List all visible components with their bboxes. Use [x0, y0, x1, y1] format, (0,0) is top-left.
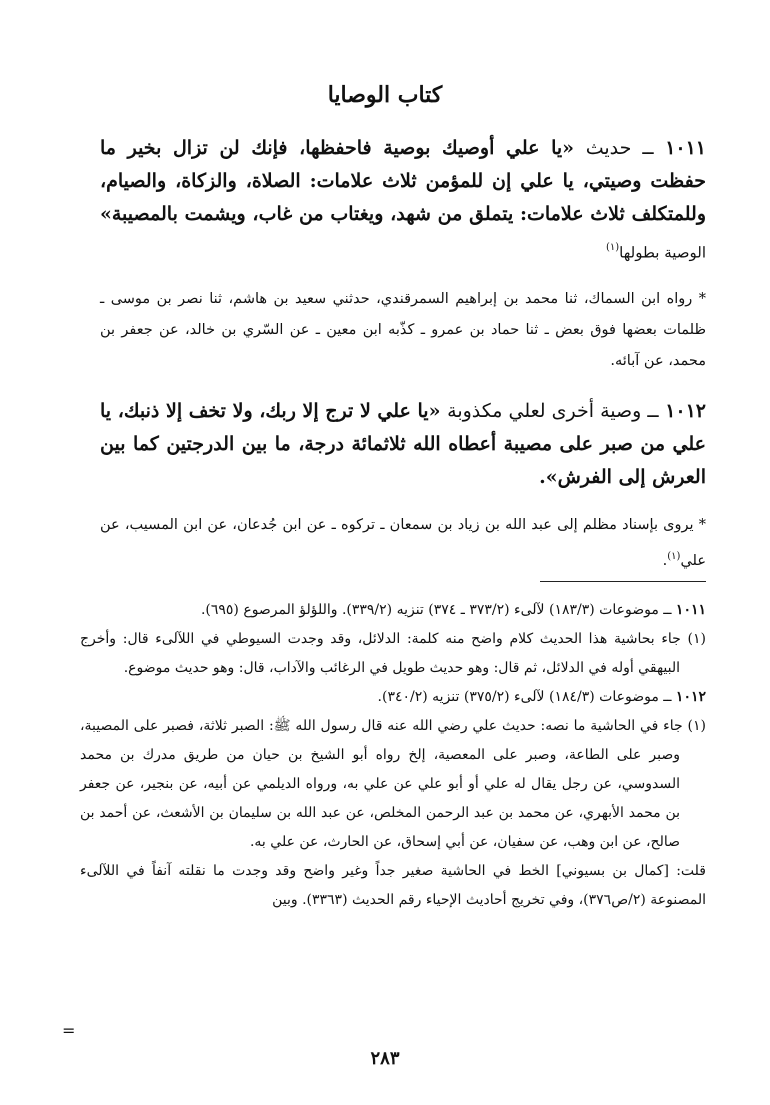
note-end: . [662, 552, 668, 569]
hadith-1011 [100, 132, 706, 269]
hadith-lead: ــ حديث [585, 137, 654, 159]
hadith-number: ١٠١١ [665, 137, 707, 159]
chapter-title: كتاب الوصايا [327, 82, 443, 108]
narration-note-1011: * رواه ابن السماك، ثنا محمد بن إبراهيم السمرقندي، حدثني سعيد بن هاشم، ثنا نصر بن موسى ـ ظلمات بعضها فوق بعض ـ ثنا حماد بن عمرو ـ كذّبه ابن معين ـ عن السّري بن خالد، عن جعفر بن محمد، عن آبائه. [100, 291, 706, 369]
hadith-text: «يا علي لا ترج إلا ربك، ولا تخف إلا ذنبك، يا علي من صبر على مصيبة أعطاه الله ثلاثمائة درجة، ما بين الدرجتين كما بين العرش إلى الفرش». [100, 400, 706, 488]
footnote-number: ١٠١١ [675, 602, 706, 618]
hadith-lead: ــ وصية أخرى لعلي مكذوبة [447, 400, 659, 422]
hadith-text: «يا علي أوصيك بوصية فاحفظها، فإنك لن تزال بخير ما حفظت وصيتي، يا علي إن للمؤمن ثلاث علامات: الصلاة، والزكاة، والصيام، وللمتكلف ثلاث علامات: يتملق من شهد، ويغتاب من غاب، ويشمت بالمصيبة» [100, 137, 706, 225]
footnote-1011 [80, 596, 706, 625]
footnote-1012-1: (١) جاء في الحاشية ما نصه: حديث علي رضي الله عنه قال رسول الله ﷺ: الصبر ثلاثة، فصبر على المصيبة، وصبر على الطاعة، وصبر على المعصية، إلخ رواه أبو الشيخ بن حيان من طريق مدرك بن محمد السدوسي، عن رجل يقال له علي أو أبو علي عن علي به، ورواه الديلمي عن أبيه، عن بنجير، عن جعفر بن محمد الأبهري، عن محمد بن عبد الرحمن المخلص، عن عبد الله بن سليمان بن الأشعث، عن أحمد بن صالح، عن ابن وهب، عن سفيان، عن أبي إسحاق، عن الحارث، عن علي به. [80, 718, 706, 850]
hadith-1012 [100, 395, 706, 494]
hadith-number: ١٠١٢ [665, 400, 707, 422]
footnote-separator [540, 581, 706, 582]
page-number: ٢٨٣ [370, 1048, 400, 1069]
hadith-tail: الوصية بطولها [619, 243, 706, 262]
footnote-1012 [80, 683, 706, 712]
continuation-mark: = [62, 1021, 76, 1040]
footnote-ref: (١) [667, 551, 681, 562]
footnotes [80, 596, 706, 915]
footnote-text: ــ موضوعات (١٨٣/٣) لآلىء (٣٧٣/٢ ـ ٣٧٤) تنزيه (٣٣٩/٢). واللؤلؤ المرصوع (٦٩٥). [200, 602, 672, 618]
footnote-text: ــ موضوعات (١٨٤/٣) لآلىء (٣٧٥/٢) تنزيه (٣٤٠/٢). [377, 689, 672, 705]
narration-note-1012 [100, 510, 706, 577]
editor-note: قلت: [كمال بن بسيوني] الخط في الحاشية صغير جداً وغير واضح وقد وجدت ما نقلته آنفاً في اللآلىء المصنوعة (٢/ص٣٧٦)، وفي تخريج أحاديث الإحياء رقم الحديث (٣٣٦٣). وبين [80, 863, 706, 908]
footnote-number: ١٠١٢ [675, 689, 706, 705]
footnote-ref: (١) [605, 242, 620, 253]
note-text: * يروى بإسناد مظلم إلى عبد الله بن زياد بن سمعان ـ تركوه ـ عن ابن جُدعان، عن ابن المسيب، عن علي [100, 517, 706, 569]
footnote-1011-1: (١) جاء بحاشية هذا الحديث كلام واضح منه كلمة: الدلائل، وقد وجدت السيوطي في اللآلىء قال: وأخرج البيهقي أوله في الدلائل، ثم قال: وهو حديث طويل في الرغائب والآداب، قال: وهو حديث موضوع. [80, 631, 706, 676]
